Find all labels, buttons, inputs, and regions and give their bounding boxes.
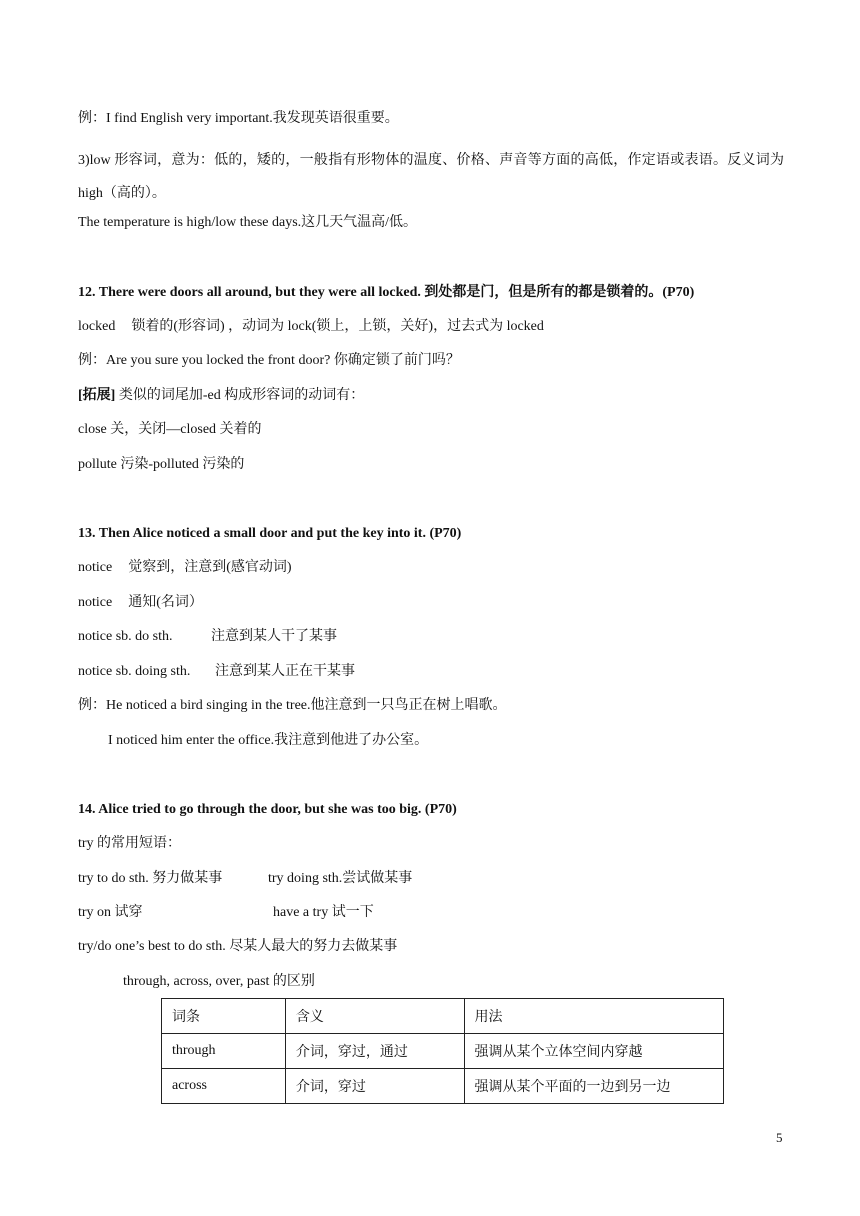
example-important: 例：I find English very important.我发现英语很重要。	[78, 111, 399, 126]
try-line-2	[78, 903, 374, 923]
notice-verb-line	[78, 558, 292, 578]
notice-doing-line	[78, 662, 355, 682]
example-bird: 例：He noticed a bird singing in the tree.他注意到一只鸟正在树上唱歌。	[78, 698, 507, 713]
try-best-line: try/do one’s best to do sth. 尽某人最大的努力去做某事	[78, 939, 398, 954]
notice-do-line	[78, 627, 337, 647]
extension-tag: [拓展]	[78, 388, 116, 403]
heading-12: 12. There were doors all around, but they were all locked. 到处都是门，但是所有的都是锁着的。(P70)	[78, 285, 695, 300]
phrase-notice-doing-meaning: 注意到某人正在干某事	[215, 664, 355, 679]
low-definition: 3)low 形容词，意为：低的，矮的，一般指有形物体的温度、价格、声音等方面的高低，作定语或表语。反义词为 high（高的）。	[78, 153, 784, 201]
table-row	[162, 1034, 724, 1069]
heading-14: 14. Alice tried to go through the door, but she was too big. (P70)	[78, 802, 457, 817]
table-cell: 介词，穿过，通过	[285, 1034, 464, 1069]
table-row	[162, 1069, 724, 1104]
phrase-have-a-try: have a try 试一下	[273, 905, 374, 920]
phrase-notice-do-meaning: 注意到某人干了某事	[211, 629, 337, 644]
close-line: close 关，关闭—closed 关着的	[78, 422, 262, 437]
notice-noun-meaning: 通知(名词）	[128, 595, 203, 610]
table-cell: 强调从某个立体空间内穿越	[464, 1034, 723, 1069]
locked-line	[78, 317, 544, 337]
term-locked: locked	[78, 319, 116, 334]
try-phrases-intro: try 的常用短语：	[78, 836, 182, 851]
phrase-try-to-do: try to do sth. 努力做某事	[78, 871, 223, 886]
table-cell: 强调从某个平面的一边到另一边	[464, 1069, 723, 1104]
table-cell: 介词，穿过	[285, 1069, 464, 1104]
notice-noun-line	[78, 593, 203, 613]
pollute-line: pollute 污染-polluted 污染的	[78, 457, 245, 472]
comparison-title: through, across, over, past 的区别	[123, 974, 315, 989]
table-cell: through	[162, 1034, 286, 1069]
try-line-1	[78, 869, 412, 889]
phrase-notice-doing: notice sb. doing sth.	[78, 664, 191, 679]
comparison-table	[161, 998, 724, 1104]
phrase-try-doing: try doing sth.尝试做某事	[268, 871, 413, 886]
header-cell: 含义	[285, 999, 464, 1034]
example-office: I noticed him enter the office.我注意到他进了办公室。	[108, 733, 429, 748]
table-header-row	[162, 999, 724, 1034]
locked-meaning: 锁着的(形容词) ，动词为 lock(锁上，上锁，关好)，过去式为 locked	[131, 319, 544, 334]
term-notice-verb: notice	[78, 560, 113, 575]
term-notice-noun: notice	[78, 595, 113, 610]
table-cell: across	[162, 1069, 286, 1104]
example-locked: 例：Are you sure you locked the front door? 你确定锁了前门吗？	[78, 353, 460, 368]
header-cell: 用法	[464, 999, 723, 1034]
heading-13: 13. Then Alice noticed a small door and put the key into it. (P70)	[78, 526, 462, 541]
page-number: 5	[776, 1130, 783, 1145]
phrase-notice-do: notice sb. do sth.	[78, 629, 173, 644]
header-cell: 词条	[162, 999, 286, 1034]
phrase-try-on: try on 试穿	[78, 905, 143, 920]
extension-line	[78, 386, 364, 406]
example-temperature: The temperature is high/low these days.这几天气温高/低。	[78, 215, 418, 230]
extension-text: 类似的词尾加-ed 构成形容词的动词有：	[115, 388, 365, 403]
notice-verb-meaning: 觉察到，注意到(感官动词)	[128, 560, 292, 575]
